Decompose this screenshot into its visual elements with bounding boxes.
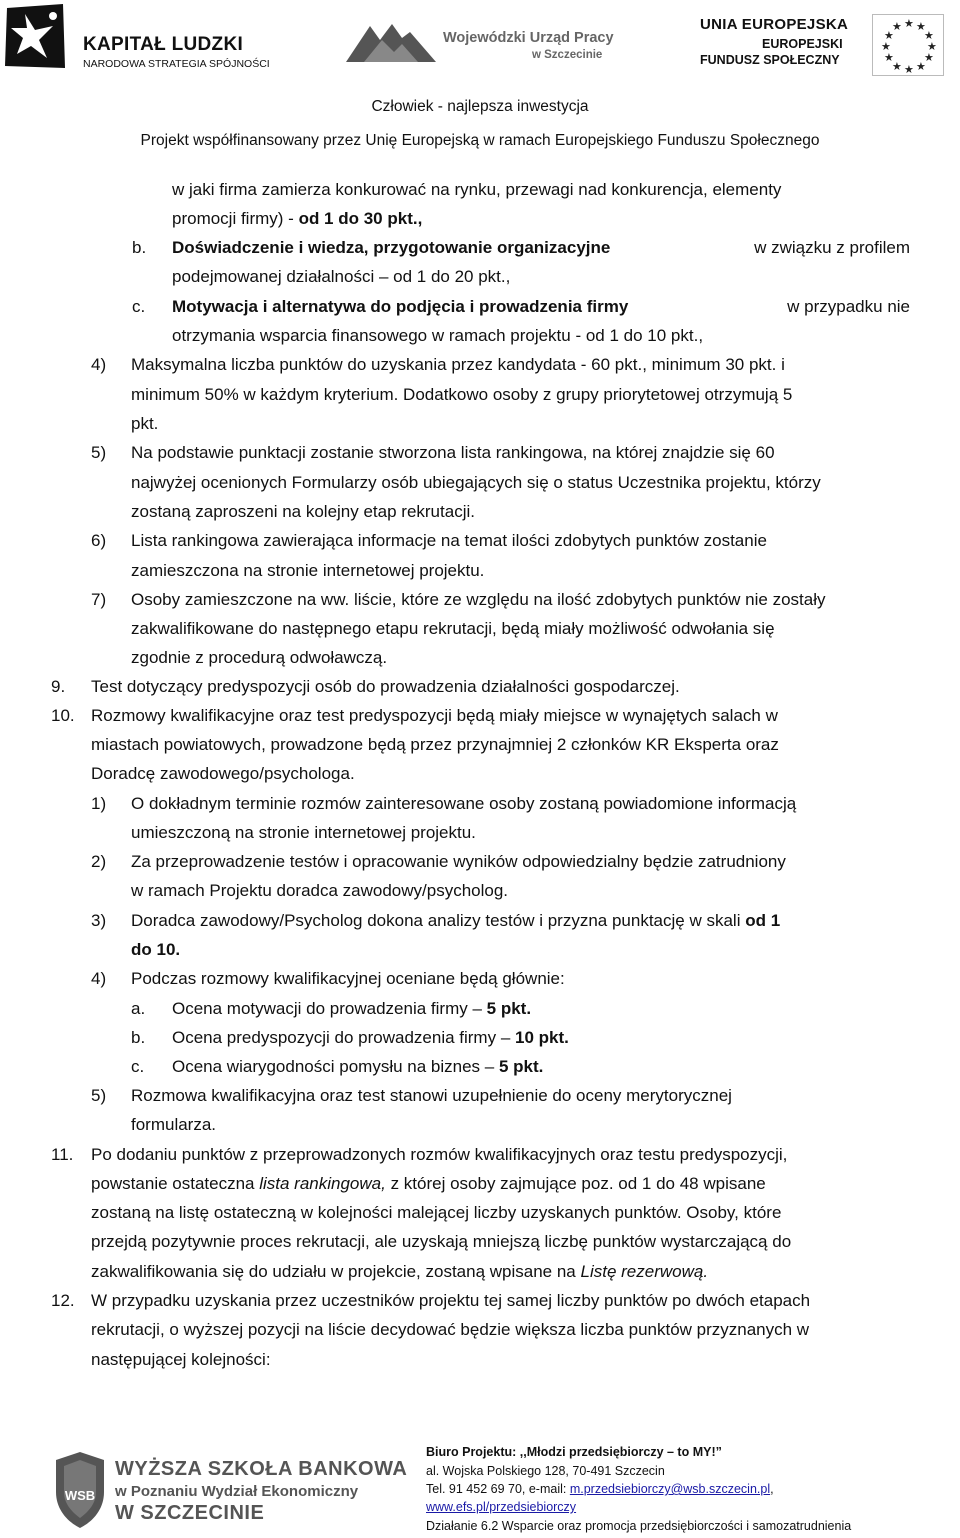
wsb-name: WYŻSZA SZKOŁA BANKOWA: [115, 1458, 408, 1480]
website-link[interactable]: www.efs.pl/przedsiebiorczy: [426, 1500, 577, 1514]
rule-2-line-2: w ramach Projektu doradca zawodowy/psycholog.: [131, 881, 509, 900]
svg-text:★: ★: [884, 29, 894, 42]
section-11-line-1: Po dodaniu punktów z przeprowadzonych rozmów kwalifikacyjnych oraz testu predyspozycji,: [91, 1145, 788, 1164]
wup-name: Wojewódzki Urząd Pracy: [443, 30, 614, 46]
svg-text:★: ★: [884, 51, 894, 64]
office-title: Biuro Projektu: ,,Młodzi przedsiębiorczy – to MY!”: [426, 1445, 722, 1459]
section-11-number: 11.: [51, 1145, 74, 1164]
wsb-faculty: w Poznaniu Wydział Ekonomiczny: [115, 1483, 359, 1500]
kapital-ludzki-subtitle: NARODOWA STRATEGIA SPÓJNOŚCI: [83, 58, 270, 70]
rule-1-line-1: O dokładnym terminie rozmów zainteresowane osoby zostaną powiadomione informacją: [131, 794, 797, 813]
section-12-number: 12.: [51, 1291, 75, 1310]
wup-logo: [340, 18, 614, 68]
section-10-line-3: Doradcę zawodowego/psychologa.: [91, 764, 355, 783]
rule-2-number: 2): [91, 852, 107, 871]
list-item-a-continued: w jaki firma zamierza konkurować na rynku, przewagi nad konkurencja, elementy: [172, 180, 782, 199]
rule-1-line-2: umieszczoną na stronie internetowej projektu.: [131, 823, 476, 842]
list-item-b: Doświadczenie i wiedza, przygotowanie organizacyjne w związku z profilem: [172, 238, 910, 257]
kapital-ludzki-emblem-icon: [5, 4, 69, 70]
point-5-line-3: zostaną zaproszeni na kolejny etap rekrutacji.: [131, 502, 475, 521]
eu-flag-icon: [872, 14, 944, 76]
section-12-line-3: następującej kolejności:: [91, 1350, 271, 1369]
list-label-c: c.: [132, 297, 146, 316]
section-10-line-2: miastach powiatowych, prowadzone będą przez przynajmniej 2 członków KR Eksperta oraz: [91, 735, 779, 754]
criterion-c-label: c.: [131, 1057, 145, 1076]
section-11-line-3: zostaną na listę ostateczną w kolejności malejącej liczby uzyskanych punktów. Osoby, które: [91, 1203, 782, 1222]
list-label-b: b.: [132, 238, 147, 257]
rule-3-number: 3): [91, 911, 107, 930]
point-7-line-3: zgodnie z procedurą odwoławczą.: [131, 648, 388, 667]
point-4-line-1: Maksymalna liczba punktów do uzyskania przez kandydata - 60 pkt., minimum 30 pkt. i: [131, 355, 785, 374]
svg-text:★: ★: [904, 17, 914, 30]
svg-text:★: ★: [892, 60, 902, 73]
measure-note: Działanie 6.2 Wsparcie oraz promocja przedsiębiorczości i samozatrudnienia: [426, 1519, 852, 1533]
rule-5-line-2: formularza.: [131, 1115, 217, 1134]
point-6-line-1: Lista rankingowa zawierająca informacje na temat ilości zdobytych punktów zostanie: [131, 531, 767, 550]
slogan: Człowiek - najlepsza inwestycja: [371, 98, 589, 115]
wsb-abbr: WSB: [64, 1488, 96, 1503]
criterion-b: Ocena predyspozycji do prowadzenia firmy – 10 pkt.: [172, 1028, 569, 1047]
rule-3-line-2: do 10.: [131, 940, 181, 959]
criterion-c: Ocena wiarygodności pomysłu na biznes – 5 pkt.: [172, 1057, 544, 1076]
wsb-emblem-icon: [52, 1450, 108, 1530]
svg-text:★: ★: [924, 51, 934, 64]
office-address: al. Wojska Polskiego 128, 70-491 Szczecin: [426, 1464, 665, 1478]
svg-text:★: ★: [881, 40, 891, 53]
eu-line-3: FUNDUSZ SPOŁECZNY: [700, 53, 840, 67]
criterion-a: Ocena motywacji do prowadzenia firmy – 5 pkt.: [172, 999, 532, 1018]
section-11-line-4: przejdą pozytywnie proces rekrutacji, ale uzyskają mniejszą liczbę punktów wystarczającą do: [91, 1232, 792, 1251]
rule-5-line-1: Rozmowa kwalifikacyjna oraz test stanowi uzupełnienie do oceny merytorycznej: [131, 1086, 732, 1105]
section-11-line-5: zakwalifikowania się do udziału w projekcie, zostaną wpisane na Listę rezerwową.: [91, 1262, 709, 1281]
list-item-c: Motywacja i alternatywa do podjęcia i prowadzenia firmy w przypadku nie: [172, 297, 910, 316]
point-7-line-1: Osoby zamieszczone na ww. liście, które ze względu na ilość zdobytych punktów nie zostały: [131, 590, 826, 609]
svg-text:★: ★: [924, 29, 934, 42]
list-item-b-2: podejmowanej działalności – od 1 do 20 pkt.,: [172, 267, 511, 286]
list-item-a-continued-2: promocji firmy) - od 1 do 30 pkt.,: [172, 209, 423, 228]
point-6-number: 6): [91, 531, 107, 550]
rule-4-number: 4): [91, 969, 107, 988]
svg-text:★: ★: [927, 40, 937, 53]
wsb-city: W SZCZECINIE: [115, 1502, 265, 1524]
svg-text:★: ★: [916, 60, 926, 73]
rule-1-number: 1): [91, 794, 107, 813]
kapital-ludzki-title: KAPITAŁ LUDZKI: [83, 34, 244, 55]
section-12-line-1: W przypadku uzyskania przez uczestników projektu tej samej liczby punktów po dwóch etapach: [91, 1291, 811, 1310]
point-4-number: 4): [91, 355, 107, 374]
rule-5-number: 5): [91, 1086, 107, 1105]
point-5-number: 5): [91, 443, 107, 462]
rule-4-line-1: Podczas rozmowy kwalifikacyjnej oceniane będą głównie:: [131, 969, 565, 988]
svg-text:★: ★: [892, 20, 902, 33]
section-12-line-2: rekrutacji, o wyższej pozycji na liście decydować będzie większa liczba punktów przyznanych w: [91, 1320, 810, 1339]
wup-emblem-icon: [340, 18, 440, 68]
section-9-number: 9.: [51, 677, 66, 696]
wup-city: w Szczecinie: [532, 49, 603, 61]
section-10-line-1: Rozmowy kwalifikacyjne oraz test predyspozycji będą miały miejsce w wynajętych salach w: [91, 706, 778, 725]
project-note: Projekt współfinansowany przez Unię Europejską w ramach Europejskiego Funduszu Społecznego: [140, 132, 820, 149]
criterion-b-label: b.: [131, 1028, 146, 1047]
point-4-line-3: pkt.: [131, 414, 159, 433]
point-4-line-2: minimum 50% w każdym kryterium. Dodatkowo osoby z grupy priorytetowej otrzymują 5: [131, 385, 793, 404]
kapital-ludzki-logo: [5, 4, 273, 70]
point-7-number: 7): [91, 590, 107, 609]
point-5-line-1: Na podstawie punktacji zostanie stworzona lista rankingowa, na której znajdzie się 60: [131, 443, 775, 462]
eu-line-2: EUROPEJSKI: [762, 37, 843, 51]
rule-3-line-1: Doradca zawodowy/Psycholog dokona analizy testów i przyzna punktację w skali od 1: [131, 911, 781, 930]
website-row: [426, 1499, 576, 1516]
email-link[interactable]: m.przedsiebiorczy@wsb.szczecin.pl: [569, 1482, 771, 1496]
office-contact: Tel. 91 452 69 70, e-mail: m.przedsiebiorczy@wsb.szczecin.pl,: [426, 1482, 774, 1496]
eu-logo: [700, 10, 950, 76]
point-5-line-2: najwyżej ocenionych Formularzy osób ubiegających się o status Uczestnika projektu, którzy: [131, 473, 821, 492]
rule-2-line-1: Za przeprowadzenie testów i opracowanie wyników odpowiedzialny będzie zatrudniony: [131, 852, 786, 871]
section-11-line-2: powstanie ostateczna lista rankingowa, z której osoby zajmujące poz. od 1 do 48 wpisane: [91, 1174, 766, 1193]
section-9-text: Test dotyczący predyspozycji osób do prowadzenia działalności gospodarczej.: [91, 677, 680, 696]
section-10-number: 10.: [51, 706, 75, 725]
wsb-logo: [52, 1450, 412, 1530]
point-7-line-2: zakwalifikowane do następnego etapu rekrutacji, będą miały możliwość odwołania się: [131, 619, 775, 638]
eu-title: UNIA EUROPEJSKA: [700, 16, 849, 33]
criterion-a-label: a.: [131, 999, 146, 1018]
svg-text:★: ★: [904, 63, 914, 76]
list-item-c-2: otrzymania wsparcia finansowego w ramach projektu - od 1 do 10 pkt.,: [172, 326, 704, 345]
svg-text:★: ★: [916, 20, 926, 33]
point-6-line-2: zamieszczona na stronie internetowej projektu.: [131, 561, 485, 580]
